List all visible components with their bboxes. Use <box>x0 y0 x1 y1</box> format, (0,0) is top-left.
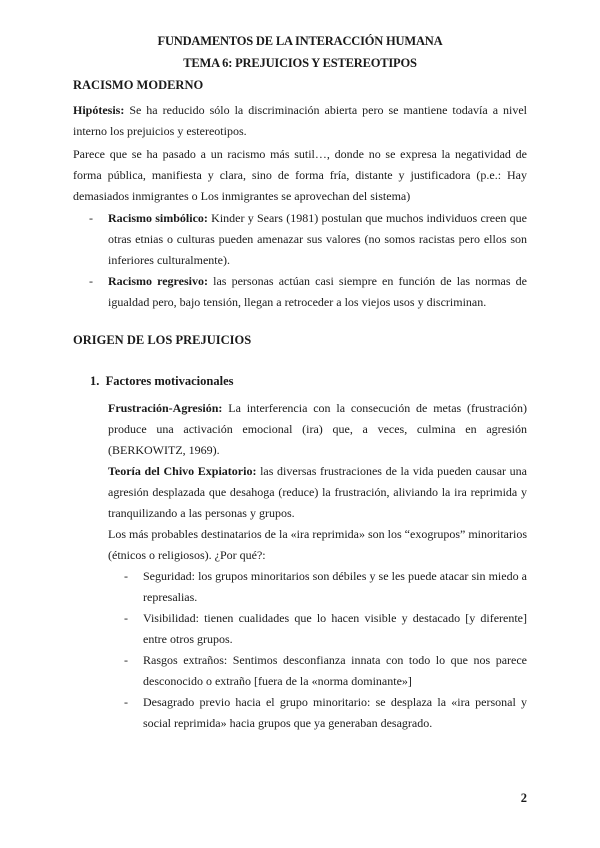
scapegoat-label: Teoría del Chivo Expiatorio: <box>108 464 257 478</box>
subsection-title-factores-motivacionales: 1. Factores motivacionales <box>90 374 234 388</box>
list-dash: - <box>124 569 128 583</box>
frustration-aggression-paragraph <box>108 398 527 461</box>
item-text: las personas actúan casi siempre en función de las normas de igualdad pero, bajo tensión, llegan a retroceder a los viejos usos y discriminan. <box>108 274 527 309</box>
scapegoat-text: las diversas frustraciones de la vida pueden causar una agresión desplazada que desahoga (reduce) la frustración, aliviando la ira reprimida y tranquilizando a las personas y grupos. <box>108 464 527 520</box>
item-text: Kinder y Sears (1981) postulan que muchos individuos creen que otras etnias o culturas pueden amenazar sus valores (no somos racistas pero ellos son inferiores culturalmente). <box>108 211 527 267</box>
section-title-origen-prejuicios: ORIGEN DE LOS PREJUICIOS <box>73 333 252 347</box>
list-dash: - <box>89 274 93 288</box>
racismo-paragraph: Parece que se ha pasado a un racismo más sutil…, donde no se expresa la negatividad de forma pública, manifiesta y clara, sino de forma fría, distante y justificadora (p.e.: Hay demasiados inmigrantes o Los inmigrantes se aprovechan del sistema) <box>73 147 527 203</box>
document-header-topic: TEMA 6: PREJUICIOS Y ESTEREOTIPOS <box>183 56 417 70</box>
scapegoat-paragraph <box>108 461 527 524</box>
hypothesis-paragraph <box>73 100 527 142</box>
list-item-racismo-regresivo <box>108 271 527 313</box>
list-dash: - <box>89 211 93 225</box>
list-item-desagrado-previo: Desagrado previo hacia el grupo minoritario: se desplaza la «ira personal y social reprimida» hacia grupos que ya generaban desagrado. <box>143 695 527 730</box>
list-item-visibilidad: Visibilidad: tienen cualidades que lo hacen visible y destacado [y diferente] entre otros grupos. <box>143 611 527 646</box>
hypothesis-text: Se ha reducido sólo la discriminación abierta pero se mantiene todavía a nivel interno los prejuicios y estereotipos. <box>73 103 527 138</box>
document-header-course: FUNDAMENTOS DE LA INTERACCIÓN HUMANA <box>157 34 443 48</box>
item-label: Racismo simbólico: <box>108 211 208 225</box>
list-dash: - <box>124 695 128 709</box>
page-number: 2 <box>520 791 527 805</box>
list-dash: - <box>124 611 128 625</box>
hypothesis-label: Hipótesis: <box>73 103 125 117</box>
list-dash: - <box>124 653 128 667</box>
list-item-seguridad: Seguridad: los grupos minoritarios son débiles y se les puede atacar sin miedo a represalias. <box>143 569 527 604</box>
item-label: Racismo regresivo: <box>108 274 208 288</box>
frustration-text: La interferencia con la consecución de metas (frustración) produce una activación emocional (ira) que, a veces, culmina en agresión (BERKOWITZ, 1969). <box>108 401 527 457</box>
frustration-label: Frustración-Agresión: <box>108 401 223 415</box>
section-title-racismo-moderno: RACISMO MODERNO <box>73 78 204 92</box>
list-item-racismo-simbolico <box>108 208 527 271</box>
targets-paragraph: Los más probables destinatarios de la «ira reprimida» son los “exogrupos” minoritarios (étnicos o religiosos). ¿Por qué?: <box>108 527 527 562</box>
list-item-rasgos-extranos: Rasgos extraños: Sentimos desconfianza innata con todo lo que nos parece desconocido o extraño [fuera de la «norma dominante»] <box>143 653 527 688</box>
